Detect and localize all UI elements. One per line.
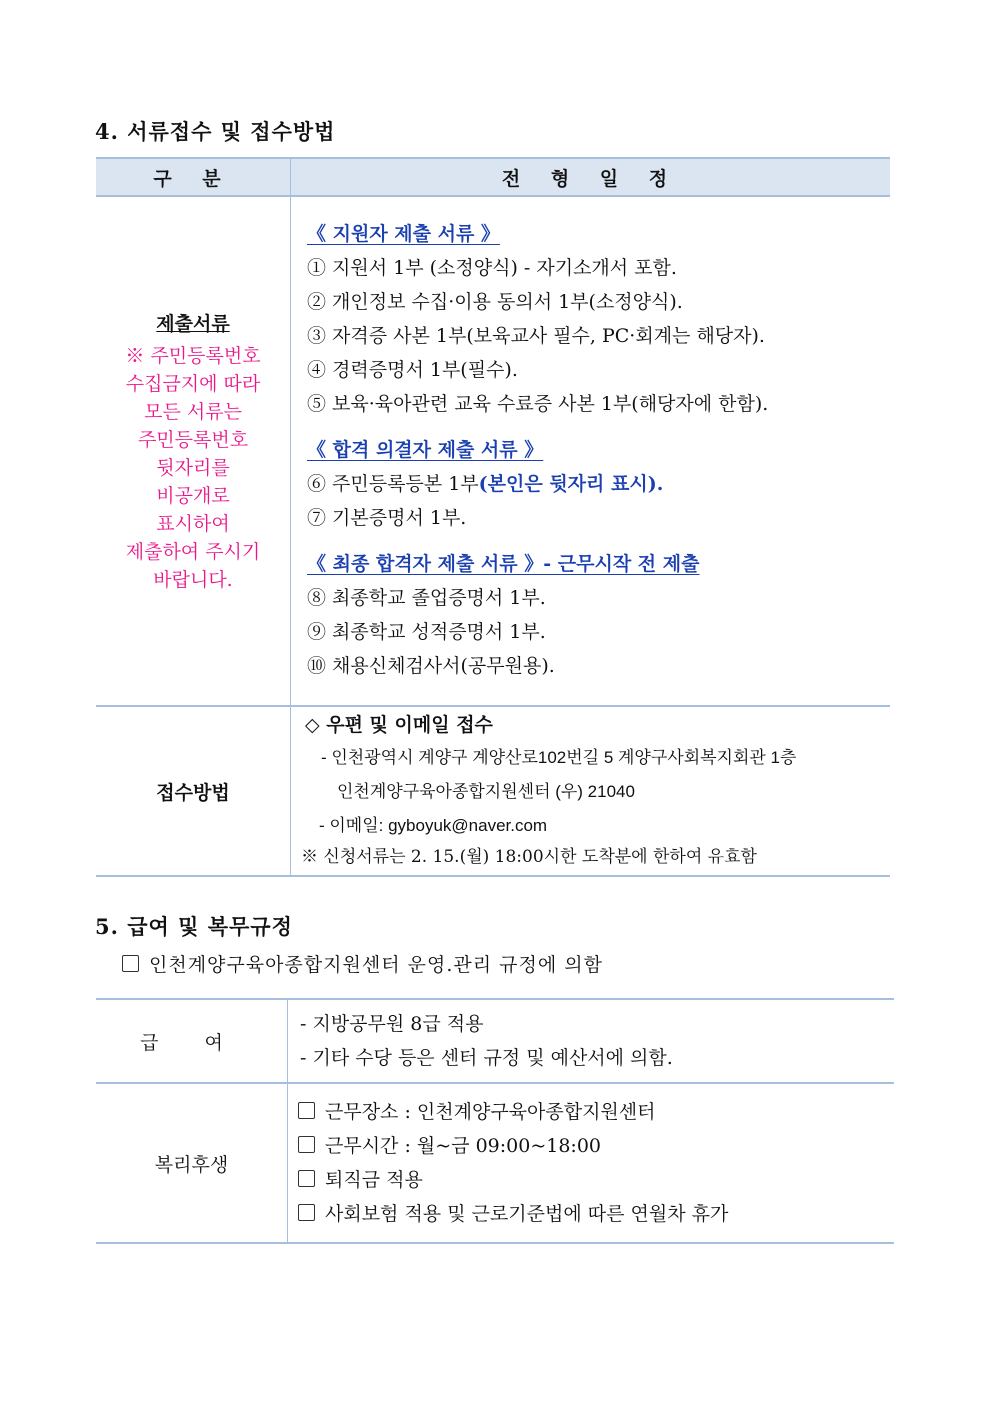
header-category: 구 분 xyxy=(96,158,291,196)
checkbox-icon xyxy=(298,1170,315,1187)
salary-content-cell xyxy=(288,999,895,1083)
docs-label-cell xyxy=(96,196,291,706)
checkbox-icon xyxy=(122,955,139,972)
doc-item xyxy=(307,467,890,501)
welfare-line xyxy=(298,1197,893,1231)
welfare-label: 복리후생 xyxy=(154,1153,229,1176)
docs-note-line: 수집금지에 따라 xyxy=(125,372,261,395)
welfare-line xyxy=(298,1129,893,1163)
doc-item: ⑦ 기본증명서 1부. xyxy=(307,507,467,529)
welfare-text: 근무시간 : 월~금 09:00~18:00 xyxy=(325,1135,601,1157)
doc-item: ⑨ 최종학교 성적증명서 1부. xyxy=(307,621,546,643)
doc-item: ④ 경력증명서 1부(필수). xyxy=(307,359,518,381)
section4-title: 4. 서류접수 및 접수방법 xyxy=(95,119,336,144)
doc-item: ② 개인정보 수집·이용 동의서 1부(소정양식). xyxy=(307,291,683,313)
salary-label-cell xyxy=(96,999,288,1083)
documents-table xyxy=(96,157,890,877)
welfare-text: 사회보험 적용 및 근로기준법에 따른 연월차 휴가 xyxy=(325,1203,729,1225)
welfare-content-cell xyxy=(288,1083,895,1243)
docs-note-line: 모든 서류는 xyxy=(144,400,242,423)
doc-item: ⑧ 최종학교 졸업증명서 1부. xyxy=(307,587,546,609)
welfare-line xyxy=(298,1163,893,1197)
salary-line: - 지방공무원 8급 적용 xyxy=(300,1013,484,1035)
docs-label: 제출서류 xyxy=(156,312,230,335)
welfare-label-cell xyxy=(96,1083,288,1243)
pass-docs-heading: 《 합격 의결자 제출 서류 》 xyxy=(307,439,544,461)
docs-note xyxy=(97,342,289,594)
checkbox-icon xyxy=(298,1102,315,1119)
docs-note-line: 바랍니다. xyxy=(153,568,233,591)
docs-note-line: 비공개로 xyxy=(156,484,230,507)
recv-title: ◇ 우편 및 이메일 접수 xyxy=(305,714,493,736)
recv-content-cell xyxy=(291,706,891,876)
recv-note: ※ 신청서류는 2. 15.(월) 18:00시한 도착분에 한하여 유효함 xyxy=(301,847,757,867)
salary-label: 급 여 xyxy=(140,1031,243,1054)
docs-note-line: 제출하여 주시기 xyxy=(125,540,261,563)
regulation-text: 인천계양구육아종합지원센터 운영.관리 규정에 의함 xyxy=(149,954,603,976)
doc-item-emphasis: (본인은 뒷자리 표시). xyxy=(478,473,664,495)
doc-item: ③ 자격증 사본 1부(보육교사 필수, PC·회계는 해당자). xyxy=(307,325,765,347)
recv-email: - 이메일: gyboyuk@naver.com xyxy=(319,816,548,835)
docs-note-line: 뒷자리를 xyxy=(156,456,230,479)
recv-address: - 인천광역시 계양구 계양산로102번길 5 계양구사회복지회관 1층 xyxy=(321,748,797,767)
regulation-checkline xyxy=(122,950,603,977)
welfare-line xyxy=(298,1095,893,1129)
pass-docs xyxy=(307,433,890,535)
doc-item: ⑩ 채용신체검사서(공무원용). xyxy=(307,655,555,677)
doc-item-text: ⑥ 주민등록등본 1부 xyxy=(307,473,479,495)
checkbox-icon xyxy=(298,1204,315,1221)
docs-note-line: ※ 주민등록번호 xyxy=(125,344,261,367)
docs-content-cell xyxy=(291,196,891,706)
final-docs-heading: 《 최종 합격자 제출 서류 》- 근무시작 전 제출 xyxy=(307,553,700,575)
applicant-docs-heading: 《 지원자 제출 서류 》 xyxy=(307,223,500,245)
final-docs xyxy=(307,547,890,683)
recv-address: 인천계양구육아종합지원센터 (우) 21040 xyxy=(337,782,635,801)
welfare-text: 퇴직금 적용 xyxy=(325,1169,423,1191)
recv-label: 접수방법 xyxy=(156,781,230,804)
doc-item: ① 지원서 1부 (소정양식) - 자기소개서 포함. xyxy=(307,257,677,279)
welfare-text: 근무장소 : 인천계양구육아종합지원센터 xyxy=(325,1101,656,1123)
applicant-docs xyxy=(307,217,890,421)
recv-label-cell xyxy=(96,706,291,876)
checkbox-icon xyxy=(298,1136,315,1153)
docs-note-line: 표시하여 xyxy=(156,512,230,535)
salary-table xyxy=(96,998,894,1244)
docs-note-line: 주민등록번호 xyxy=(137,428,249,451)
salary-line: - 기타 수당 등은 센터 규정 및 예산서에 의함. xyxy=(300,1047,673,1069)
doc-item: ⑤ 보육·육아관련 교육 수료증 사본 1부(해당자에 한함). xyxy=(307,393,769,415)
header-schedule: 전 형 일 정 xyxy=(291,158,891,196)
section5-title: 5. 급여 및 복무규정 xyxy=(95,914,293,939)
